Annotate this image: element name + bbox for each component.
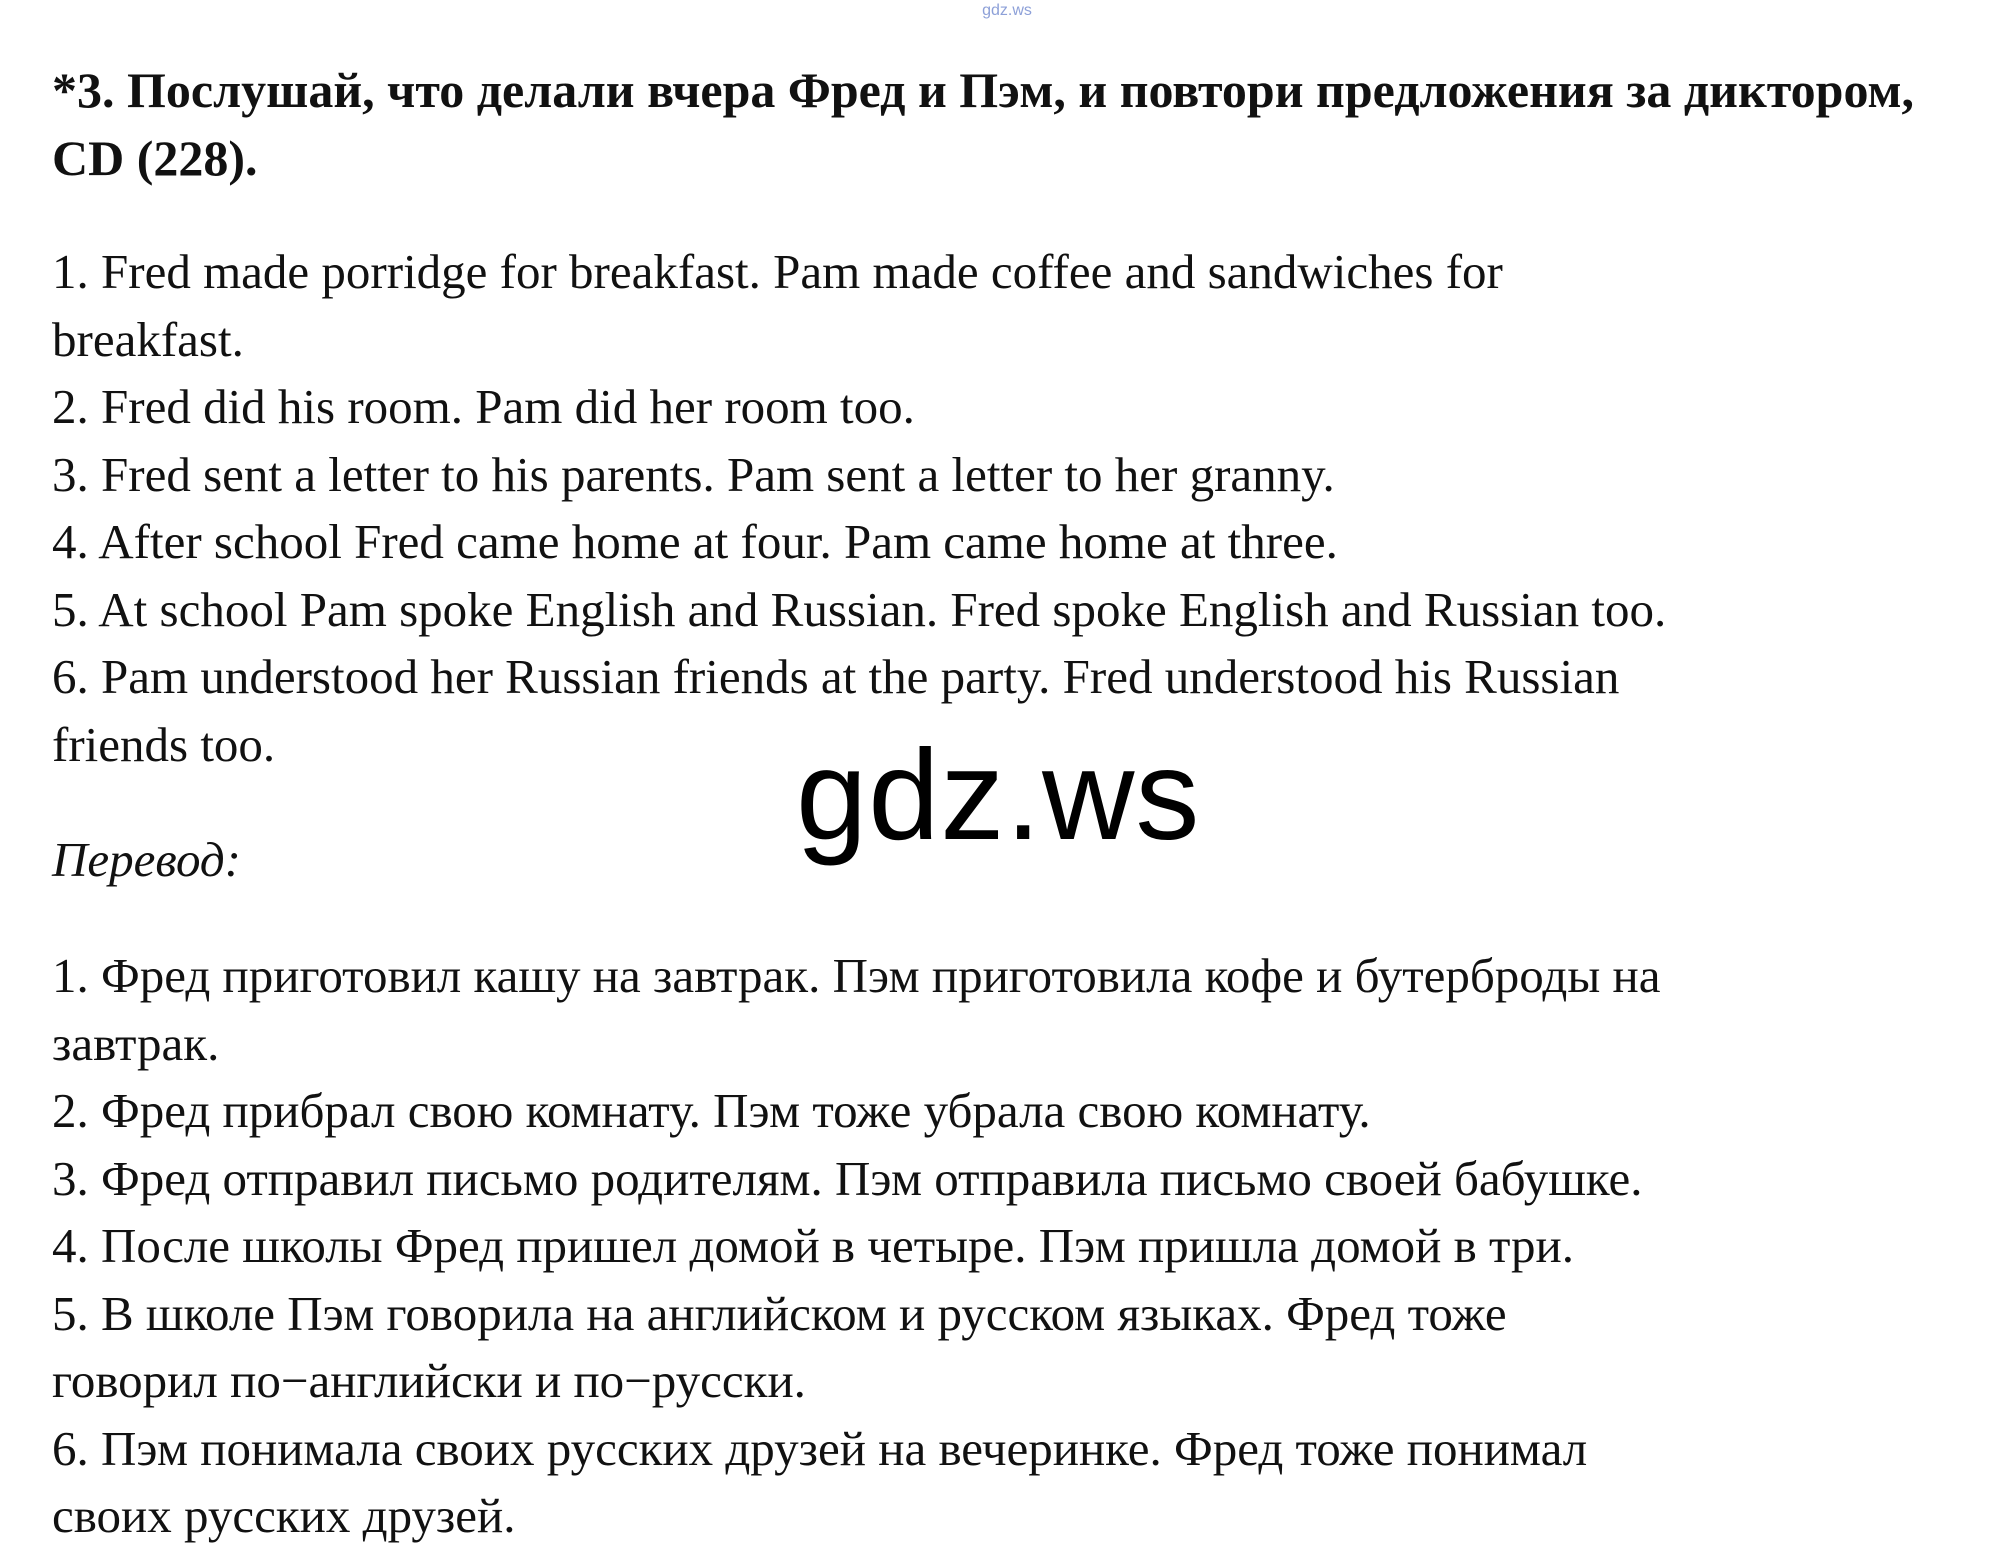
russian-line: 1. Фред приготовил кашу на завтрак. Пэм приготовила кофе и бутерброды на (52, 948, 1661, 1003)
exercise-heading: *3. Послушай, что делали вчера Фред и Пэм, и повтори предложения за диктором, CD (228). (52, 62, 1915, 186)
russian-line: 4. После школы Фред пришел домой в четыре. Пэм пришла домой в три. (52, 1218, 1575, 1273)
russian-line: 2. Фред прибрал свою комнату. Пэм тоже убрала свою комнату. (52, 1083, 1371, 1138)
english-line: 4. After school Fred came home at four. Pam came home at three. (52, 514, 1338, 569)
english-line: 1. Fred made porridge for breakfast. Pam made coffee and sandwiches for (52, 244, 1503, 299)
english-line: breakfast. (52, 311, 244, 367)
english-text (52, 238, 2012, 778)
english-line: friends too. (52, 716, 276, 772)
russian-text (52, 942, 2012, 1550)
russian-line: завтрак. (52, 1015, 220, 1071)
translation-label: Перевод: (52, 832, 241, 887)
russian-line: говорил по−английски и по−русски. (52, 1353, 806, 1408)
russian-line: 3. Фред отправил письмо родителям. Пэм отправила письмо своей бабушке. (52, 1150, 1643, 1206)
english-line: 3. Fred sent a letter to his parents. Pam sent a letter to her granny. (52, 446, 1335, 502)
english-line: 2. Fred did his room. Pam did her room too. (52, 379, 915, 434)
russian-line: 5. В школе Пэм говорила на английском и русском языках. Фред тоже (52, 1285, 1507, 1341)
center-watermark: gdz.ws (796, 724, 1201, 867)
russian-line: 6. Пэм понимала своих русских друзей на вечеринке. Фред тоже понимал (52, 1420, 1588, 1476)
russian-line: своих русских друзей. (52, 1488, 516, 1543)
top-watermark: gdz.ws (982, 2, 1032, 19)
english-line: 6. Pam understood her Russian friends at the party. Fred understood his Russian (52, 649, 1620, 704)
english-line: 5. At school Pam spoke English and Russian. Fred spoke English and Russian too. (52, 581, 1667, 637)
